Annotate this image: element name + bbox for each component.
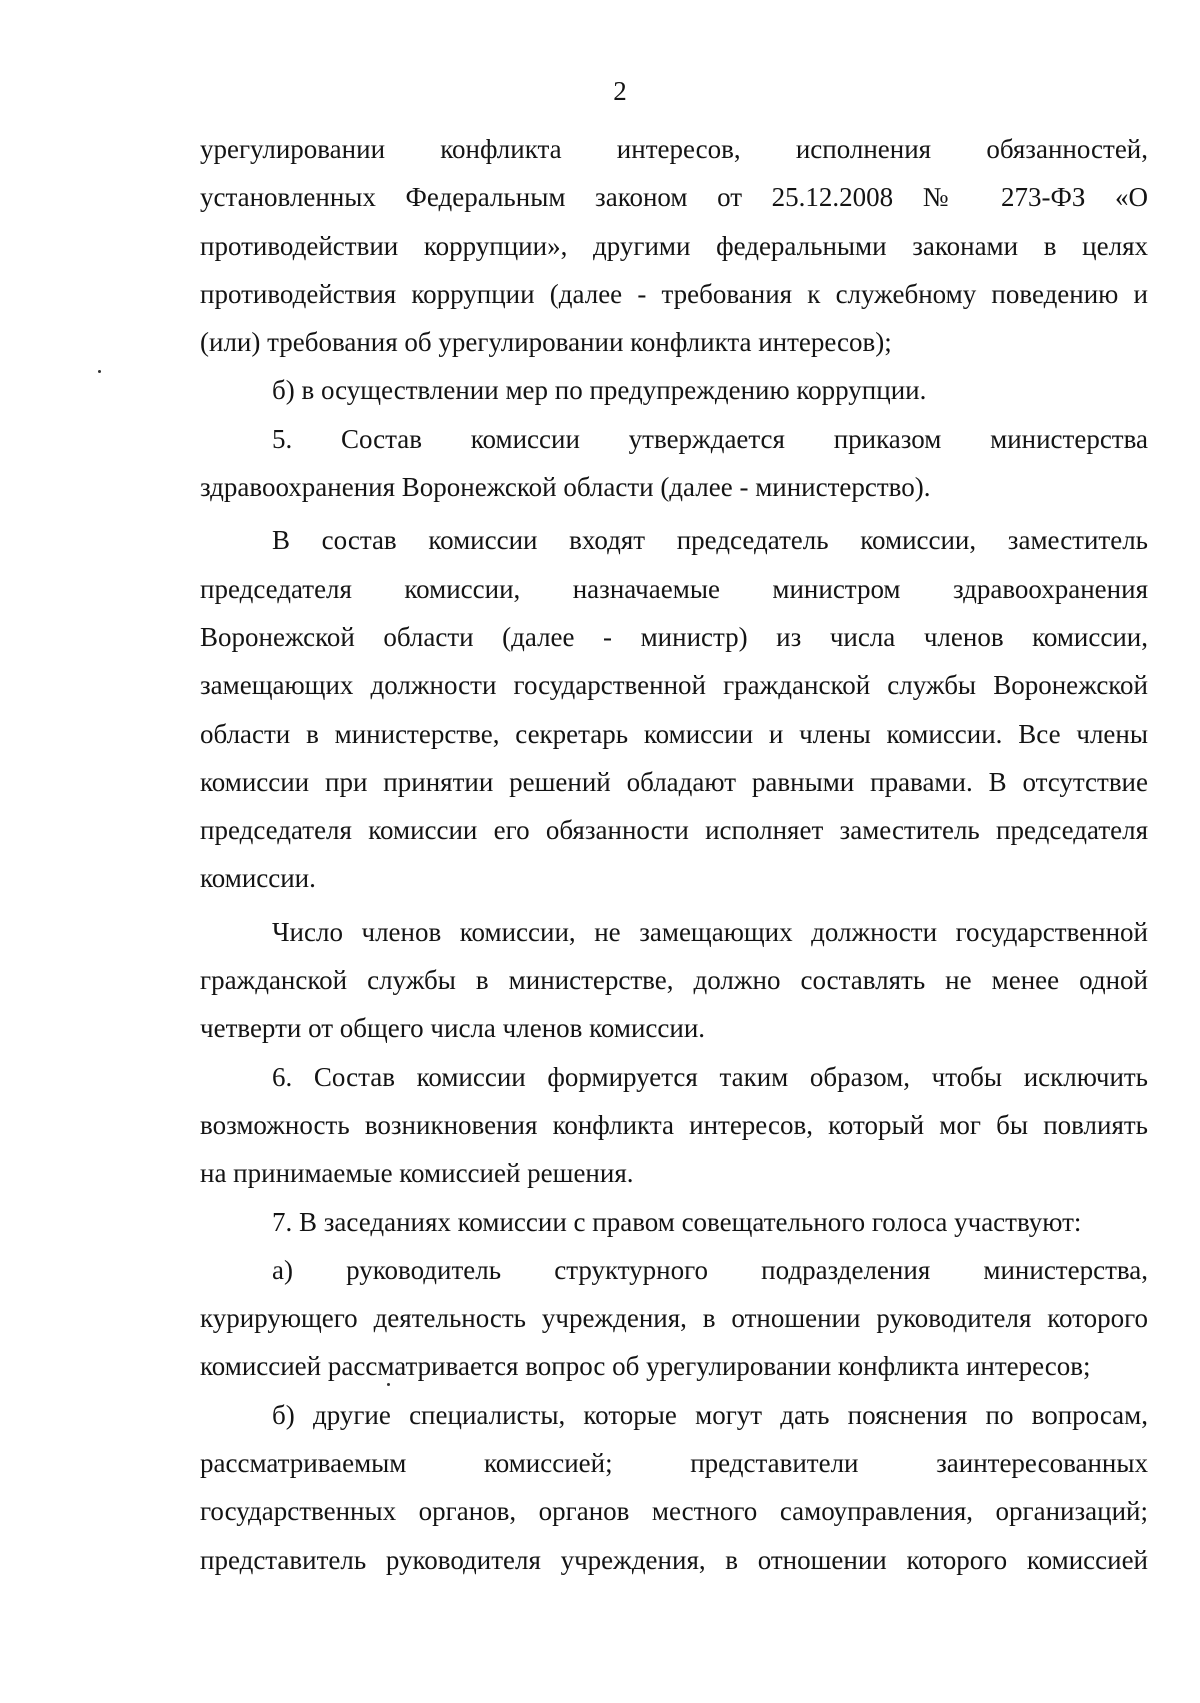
text-line: четверти от общего числа членов комиссии. <box>200 1013 706 1044</box>
text-line: комиссии. <box>200 863 316 894</box>
text-line: (или) требования об урегулировании конфликта интересов); <box>200 327 892 358</box>
text-line: представитель руководителя учреждения, в отношении которого комиссией <box>200 1544 1148 1575</box>
text-line: противодействии коррупции», другими федеральными законами в целях <box>200 230 1148 261</box>
text-line: гражданской службы в министерстве, должно составлять не менее одной <box>200 965 1148 996</box>
text-line: председателя комиссии, назначаемые министром здравоохранения <box>200 573 1148 604</box>
text-line: 6. Состав комиссии формируется таким образом, чтобы исключить <box>272 1061 1148 1092</box>
text-line: председателя комиссии его обязанности исполняет заместитель председателя <box>200 815 1148 846</box>
text-line: замещающих должности государственной гражданской службы Воронежской <box>200 670 1148 701</box>
text-line: рассматриваемым комиссией; представители заинтересованных <box>200 1448 1148 1479</box>
text-line: 5. Состав комиссии утверждается приказом министерства <box>272 423 1148 454</box>
text-line: Число членов комиссии, не замещающих должности государственной <box>272 916 1148 947</box>
scan-speck <box>387 1383 390 1386</box>
text-line: противодействия коррупции (далее - требования к служебному поведению и <box>200 278 1148 309</box>
text-line: комиссии при принятии решений обладают равными правами. В отсутствие <box>200 766 1148 797</box>
document-body <box>200 125 1148 1584</box>
text-line: В состав комиссии входят председатель комиссии, заместитель <box>272 525 1148 556</box>
text-line: курирующего деятельность учреждения, в отношении руководителя которого <box>200 1303 1148 1334</box>
text-line: области в министерстве, секретарь комиссии и члены комиссии. Все члены <box>200 718 1148 749</box>
page-number: 2 <box>613 76 627 106</box>
text-line: установленных Федеральным законом от 25.12.2008 № 273-ФЗ «О <box>200 182 1148 213</box>
text-line: б) другие специалисты, которые могут дать пояснения по вопросам, <box>272 1399 1148 1430</box>
text-line: б) в осуществлении мер по предупреждению коррупции. <box>272 375 927 406</box>
text-line: возможность возникновения конфликта интересов, который мог бы повлиять <box>200 1109 1148 1140</box>
text-line: Воронежской области (далее - министр) из числа членов комиссии, <box>200 621 1148 652</box>
text-line: здравоохранения Воронежской области (далее - министерство). <box>200 472 931 503</box>
scan-speck <box>98 370 101 373</box>
text-line: комиссией рассматривается вопрос об урегулировании конфликта интересов; <box>200 1351 1091 1382</box>
text-line: на принимаемые комиссией решения. <box>200 1158 634 1189</box>
text-line: государственных органов, органов местного самоуправления, организаций; <box>200 1496 1148 1527</box>
text-line: 7. В заседаниях комиссии с правом совещательного голоса участвуют: <box>272 1206 1082 1237</box>
text-line: урегулировании конфликта интересов, исполнения обязанностей, <box>200 134 1148 164</box>
text-line: а) руководитель структурного подразделения министерства, <box>272 1254 1148 1285</box>
